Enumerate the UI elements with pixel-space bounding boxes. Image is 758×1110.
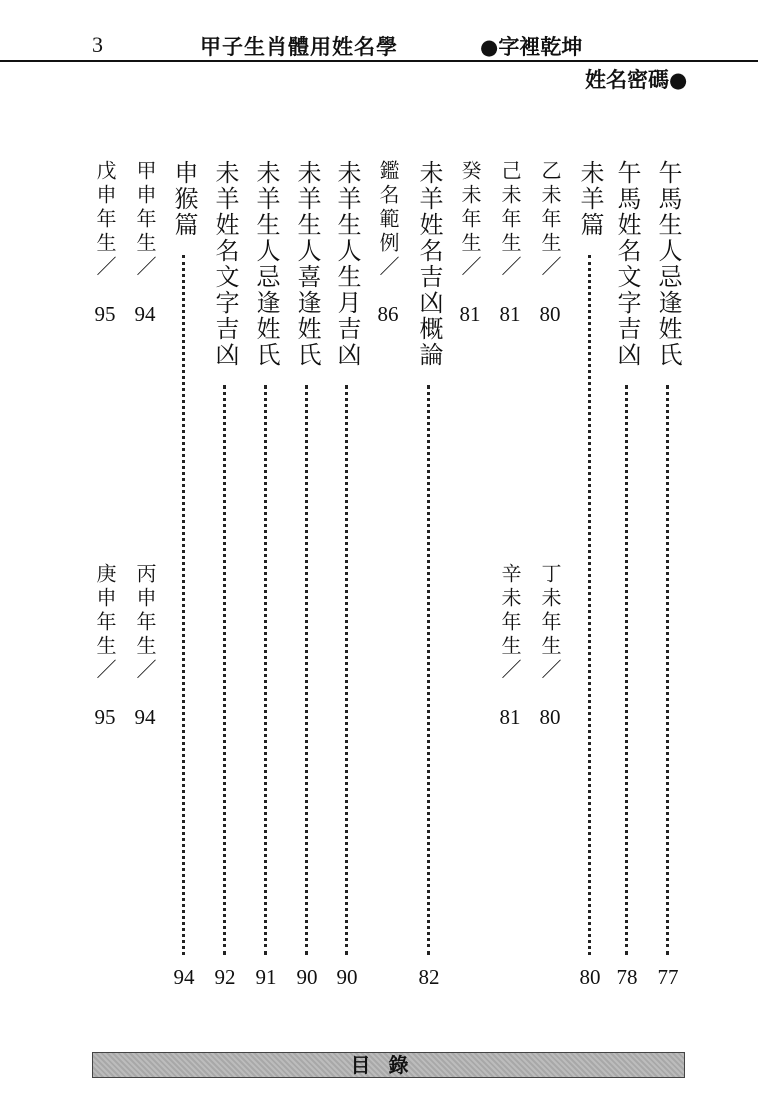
dot-leader bbox=[305, 385, 308, 955]
toc-sub-entry[interactable] bbox=[490, 563, 530, 733]
toc-entry[interactable] bbox=[164, 160, 204, 990]
toc-entry-title: 未羊生人生月吉凶 bbox=[333, 160, 361, 368]
toc-entry-page: 95 bbox=[94, 302, 116, 326]
toc-entry[interactable] bbox=[287, 160, 327, 990]
dot-leader bbox=[223, 385, 226, 955]
toc-entry-title: 未羊生人忌逢姓氏 bbox=[252, 160, 280, 368]
toc-entry-page: 90 bbox=[336, 965, 358, 989]
footer-bar bbox=[92, 1052, 685, 1078]
toc-entry-title: 未羊姓名吉凶概論 bbox=[415, 160, 443, 368]
toc-entry-title: 未羊篇 bbox=[576, 160, 604, 238]
toc-entry-page: 82 bbox=[418, 965, 440, 989]
toc-entry[interactable] bbox=[246, 160, 286, 990]
toc-sub-entry-page: 80 bbox=[539, 705, 561, 729]
dot-leader bbox=[264, 385, 267, 955]
dot-leader bbox=[427, 385, 430, 955]
toc-entry-title: 戊申年生／ bbox=[93, 160, 117, 280]
toc-entry[interactable] bbox=[570, 160, 610, 990]
toc-entry[interactable] bbox=[648, 160, 688, 990]
toc-entry-page: 81 bbox=[459, 302, 481, 326]
toc-entry-title: 乙未年生／ bbox=[538, 160, 562, 280]
toc-entry-page: 80 bbox=[539, 302, 561, 326]
toc-entry-title: 未羊姓名文字吉凶 bbox=[211, 160, 239, 368]
toc-entry-page: 78 bbox=[616, 965, 638, 989]
toc-sub-entry-title: 丁未年生／ bbox=[538, 563, 562, 683]
toc-entry-title: 午馬姓名文字吉凶 bbox=[613, 160, 641, 368]
dot-leader bbox=[666, 385, 669, 955]
page-number: 3 bbox=[92, 32, 103, 57]
toc-entry-title: 己未年生／ bbox=[498, 160, 522, 280]
toc-entry-page: 80 bbox=[579, 965, 601, 989]
toc-entry-page: 92 bbox=[214, 965, 236, 989]
toc-sub-entry-title: 丙申年生／ bbox=[133, 563, 157, 683]
toc-entry-page: 86 bbox=[377, 302, 399, 326]
footer-label: 目錄 bbox=[350, 1053, 427, 1077]
toc-entry-title: 午馬生人忌逢姓氏 bbox=[654, 160, 682, 368]
toc-entry-title: 鑑名範例／ bbox=[376, 160, 400, 280]
dot-leader bbox=[588, 255, 591, 955]
toc-sub-entry[interactable] bbox=[530, 563, 570, 733]
toc-entry[interactable] bbox=[205, 160, 245, 990]
toc-entry-page: 77 bbox=[657, 965, 679, 989]
toc-entry[interactable] bbox=[450, 160, 490, 990]
toc-entry-page: 94 bbox=[173, 965, 195, 989]
toc-sub-entry-title: 庚申年生／ bbox=[93, 563, 117, 683]
section-subtitle: 姓名密碼● bbox=[585, 67, 688, 92]
toc-entry-page: 90 bbox=[296, 965, 318, 989]
book-title: 甲子生肖體用姓名學 bbox=[200, 34, 398, 59]
toc-sub-entry[interactable] bbox=[85, 563, 125, 733]
toc-entry[interactable] bbox=[409, 160, 449, 990]
toc-entry[interactable] bbox=[607, 160, 647, 990]
toc-sub-entry[interactable] bbox=[125, 563, 165, 733]
dot-leader bbox=[182, 255, 185, 955]
toc-entry-page: 91 bbox=[255, 965, 277, 989]
toc-entry-title: 申猴篇 bbox=[170, 160, 198, 238]
toc-sub-entry-page: 95 bbox=[94, 705, 116, 729]
toc-entry-page: 81 bbox=[499, 302, 521, 326]
toc-entry[interactable] bbox=[327, 160, 367, 990]
dot-leader bbox=[345, 385, 348, 955]
toc-sub-entry-page: 94 bbox=[134, 705, 156, 729]
section-title: ●字裡乾坤 bbox=[480, 34, 583, 59]
dot-leader bbox=[625, 385, 628, 955]
toc-sub-entry-page: 81 bbox=[499, 705, 521, 729]
toc-entry-title: 未羊生人喜逢姓氏 bbox=[293, 160, 321, 368]
toc-sub-entry-title: 辛未年生／ bbox=[498, 563, 522, 683]
toc-entry-title: 甲申年生／ bbox=[133, 160, 157, 280]
toc-entry-title: 癸未年生／ bbox=[458, 160, 482, 280]
toc-entry[interactable] bbox=[368, 160, 408, 990]
toc-entry-page: 94 bbox=[134, 302, 156, 326]
